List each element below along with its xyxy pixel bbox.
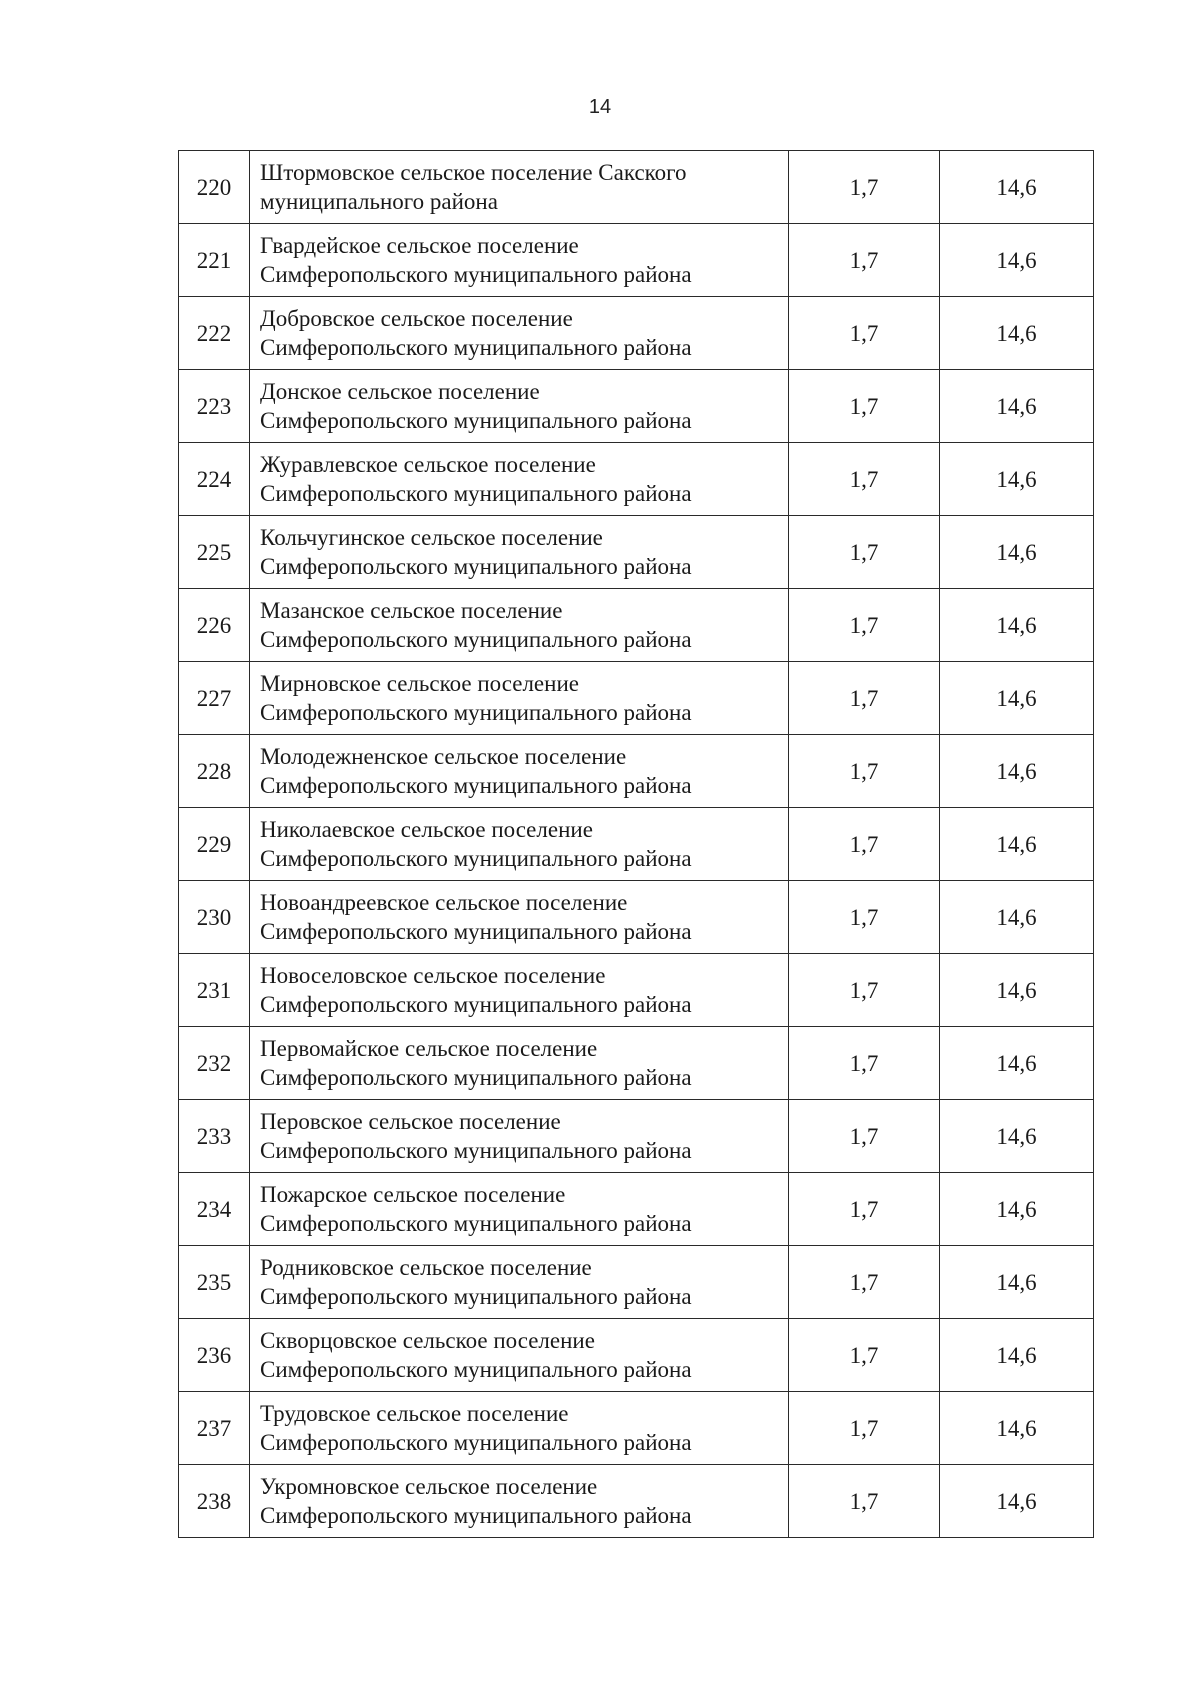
settlement-name-cell (250, 1392, 789, 1465)
value-cell-2: 14,6 (940, 297, 1094, 370)
table-row (179, 224, 1094, 297)
district-name: Симферопольского муниципального района (260, 1357, 692, 1382)
settlement-name-cell (250, 1465, 789, 1538)
settlement-name: Новоандреевское сельское поселение (260, 890, 628, 915)
value-cell-2: 14,6 (940, 808, 1094, 881)
district-name: Симферопольского муниципального района (260, 1211, 692, 1236)
value-cell-2: 14,6 (940, 662, 1094, 735)
row-number: 227 (179, 662, 250, 735)
settlement-name-cell (250, 662, 789, 735)
table-row (179, 808, 1094, 881)
value-cell-1: 1,7 (789, 662, 940, 735)
settlement-name-cell (250, 735, 789, 808)
row-number: 233 (179, 1100, 250, 1173)
row-number: 222 (179, 297, 250, 370)
table-body (179, 151, 1094, 1538)
table-row (179, 1027, 1094, 1100)
district-name: Симферопольского муниципального района (260, 919, 692, 944)
row-number: 238 (179, 1465, 250, 1538)
settlement-name-cell (250, 881, 789, 954)
settlement-name-cell (250, 1027, 789, 1100)
value-cell-2: 14,6 (940, 443, 1094, 516)
row-number: 225 (179, 516, 250, 589)
district-name: Симферопольского муниципального района (260, 992, 692, 1017)
settlement-name-cell (250, 589, 789, 662)
value-cell-2: 14,6 (940, 1173, 1094, 1246)
district-name: Симферопольского муниципального района (260, 481, 692, 506)
table-row (179, 1392, 1094, 1465)
table-row (179, 1100, 1094, 1173)
district-name: Симферопольского муниципального района (260, 1138, 692, 1163)
value-cell-2: 14,6 (940, 224, 1094, 297)
table-row (179, 1319, 1094, 1392)
district-name: Симферопольского муниципального района (260, 627, 692, 652)
row-number: 226 (179, 589, 250, 662)
value-cell-1: 1,7 (789, 443, 940, 516)
value-cell-1: 1,7 (789, 954, 940, 1027)
table-row (179, 881, 1094, 954)
settlement-name: Штормовское сельское поселение Сакского (260, 160, 687, 185)
table-row (179, 516, 1094, 589)
settlement-name: Николаевское сельское поселение (260, 817, 593, 842)
district-name: Симферопольского муниципального района (260, 262, 692, 287)
settlement-name-cell (250, 954, 789, 1027)
settlement-name-cell (250, 1319, 789, 1392)
settlement-name-cell (250, 1173, 789, 1246)
table-row (179, 589, 1094, 662)
value-cell-2: 14,6 (940, 881, 1094, 954)
value-cell-2: 14,6 (940, 1027, 1094, 1100)
row-number: 220 (179, 151, 250, 224)
value-cell-1: 1,7 (789, 1246, 940, 1319)
settlement-name: Первомайское сельское поселение (260, 1036, 598, 1061)
settlement-name: Донское сельское поселение (260, 379, 540, 404)
value-cell-1: 1,7 (789, 224, 940, 297)
settlement-name-cell (250, 443, 789, 516)
row-number: 223 (179, 370, 250, 443)
row-number: 231 (179, 954, 250, 1027)
district-name: Симферопольского муниципального района (260, 1065, 692, 1090)
value-cell-2: 14,6 (940, 589, 1094, 662)
value-cell-1: 1,7 (789, 297, 940, 370)
value-cell-1: 1,7 (789, 1392, 940, 1465)
table-row (179, 151, 1094, 224)
value-cell-2: 14,6 (940, 1465, 1094, 1538)
settlement-name: Укромновское сельское поселение (260, 1474, 598, 1499)
table-row (179, 297, 1094, 370)
row-number: 235 (179, 1246, 250, 1319)
table-row (179, 1465, 1094, 1538)
value-cell-1: 1,7 (789, 808, 940, 881)
value-cell-2: 14,6 (940, 735, 1094, 808)
settlement-name-cell (250, 808, 789, 881)
district-name: Симферопольского муниципального района (260, 700, 692, 725)
value-cell-1: 1,7 (789, 516, 940, 589)
settlement-name: Трудовское сельское поселение (260, 1401, 569, 1426)
value-cell-2: 14,6 (940, 1319, 1094, 1392)
settlement-name-cell (250, 297, 789, 370)
row-number: 229 (179, 808, 250, 881)
district-name: муниципального района (260, 189, 498, 214)
row-number: 232 (179, 1027, 250, 1100)
value-cell-1: 1,7 (789, 370, 940, 443)
district-name: Симферопольского муниципального района (260, 1284, 692, 1309)
row-number: 228 (179, 735, 250, 808)
settlement-name: Перовское сельское поселение (260, 1109, 561, 1134)
value-cell-2: 14,6 (940, 1246, 1094, 1319)
settlement-name: Мазанское сельское поселение (260, 598, 563, 623)
district-name: Симферопольского муниципального района (260, 408, 692, 433)
table-row (179, 1246, 1094, 1319)
value-cell-1: 1,7 (789, 1465, 940, 1538)
value-cell-1: 1,7 (789, 735, 940, 808)
settlement-name-cell (250, 370, 789, 443)
table-row (179, 662, 1094, 735)
district-name: Симферопольского муниципального района (260, 1503, 692, 1528)
value-cell-1: 1,7 (789, 589, 940, 662)
table-row (179, 1173, 1094, 1246)
settlement-name: Родниковское сельское поселение (260, 1255, 592, 1280)
value-cell-2: 14,6 (940, 516, 1094, 589)
settlement-name: Мирновское сельское поселение (260, 671, 579, 696)
district-name: Симферопольского муниципального района (260, 773, 692, 798)
row-number: 221 (179, 224, 250, 297)
settlement-name-cell (250, 516, 789, 589)
value-cell-1: 1,7 (789, 1100, 940, 1173)
row-number: 224 (179, 443, 250, 516)
value-cell-1: 1,7 (789, 151, 940, 224)
page-number: 14 (588, 96, 612, 118)
row-number: 236 (179, 1319, 250, 1392)
settlement-name: Гвардейское сельское поселение (260, 233, 579, 258)
row-number: 230 (179, 881, 250, 954)
settlement-name: Журавлевское сельское поселение (260, 452, 596, 477)
settlement-name-cell (250, 1100, 789, 1173)
value-cell-1: 1,7 (789, 1173, 940, 1246)
value-cell-2: 14,6 (940, 370, 1094, 443)
table-row (179, 954, 1094, 1027)
settlement-name: Пожарское сельское поселение (260, 1182, 566, 1207)
settlements-table (178, 150, 1094, 1538)
settlement-name-cell (250, 1246, 789, 1319)
settlement-name: Скворцовское сельское поселение (260, 1328, 595, 1353)
settlement-name: Новоселовское сельское поселение (260, 963, 606, 988)
value-cell-1: 1,7 (789, 1319, 940, 1392)
settlement-name-cell (250, 224, 789, 297)
district-name: Симферопольского муниципального района (260, 554, 692, 579)
settlement-name: Молодежненское сельское поселение (260, 744, 627, 769)
settlement-name: Добровское сельское поселение (260, 306, 573, 331)
value-cell-2: 14,6 (940, 1392, 1094, 1465)
value-cell-1: 1,7 (789, 881, 940, 954)
district-name: Симферопольского муниципального района (260, 335, 692, 360)
table-row (179, 370, 1094, 443)
table-row (179, 443, 1094, 516)
district-name: Симферопольского муниципального района (260, 846, 692, 871)
value-cell-1: 1,7 (789, 1027, 940, 1100)
settlement-name: Кольчугинское сельское поселение (260, 525, 603, 550)
row-number: 237 (179, 1392, 250, 1465)
value-cell-2: 14,6 (940, 151, 1094, 224)
row-number: 234 (179, 1173, 250, 1246)
table-row (179, 735, 1094, 808)
value-cell-2: 14,6 (940, 1100, 1094, 1173)
district-name: Симферопольского муниципального района (260, 1430, 692, 1455)
value-cell-2: 14,6 (940, 954, 1094, 1027)
settlement-name-cell (250, 151, 789, 224)
